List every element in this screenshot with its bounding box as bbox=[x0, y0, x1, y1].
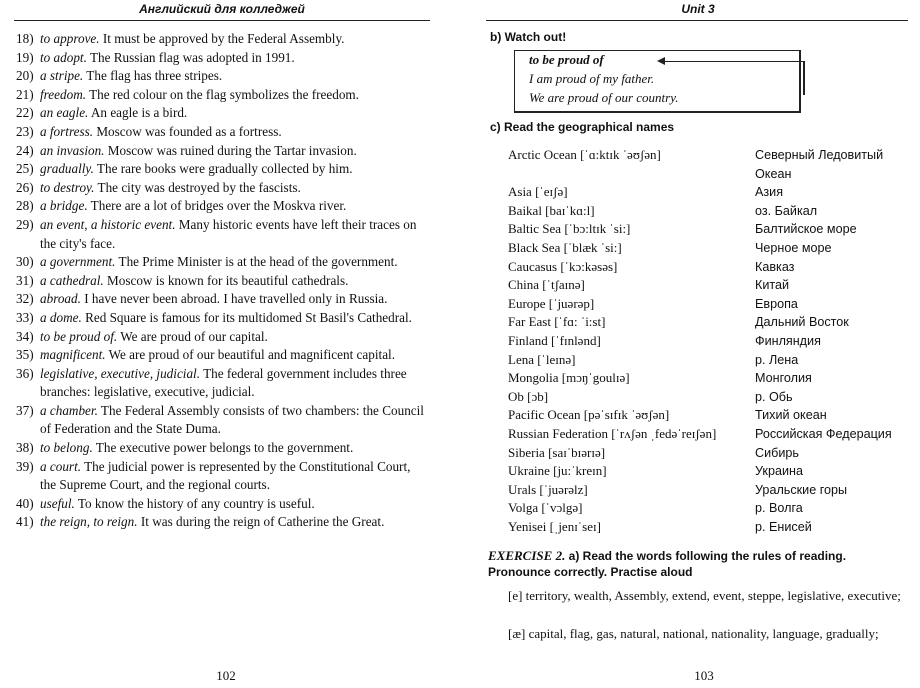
header-rule-right bbox=[486, 20, 908, 21]
geo-name-russian: Кавказ bbox=[755, 259, 795, 274]
vocab-item bbox=[16, 67, 428, 86]
geo-name-english: Ob [ɔb] bbox=[508, 388, 549, 404]
geo-name-russian: Финляндия bbox=[755, 334, 821, 348]
geo-name-russian: Балтийское море bbox=[755, 222, 857, 237]
geo-name-russian: Тихий океан bbox=[755, 408, 827, 423]
vocab-example: The executive power belongs to the government. bbox=[92, 440, 354, 456]
vocab-number: 24) bbox=[16, 142, 34, 158]
geo-name-russian: Монголия bbox=[755, 371, 812, 386]
vocab-example: To know the history of any country is useful. bbox=[74, 495, 315, 511]
geo-name-english: Asia [ˈeɪʃə] bbox=[508, 184, 568, 200]
vocab-term: freedom. bbox=[40, 86, 87, 102]
vocab-item bbox=[16, 30, 428, 49]
vocab-number: 18) bbox=[16, 31, 34, 46]
vocab-example: It was during the reign of Catherine the Great. bbox=[137, 514, 385, 530]
vocab-number: 21) bbox=[16, 86, 34, 102]
vocab-number: 33) bbox=[16, 309, 34, 325]
geo-name-russian: Океан bbox=[755, 166, 792, 181]
vocab-number: 32) bbox=[16, 291, 34, 307]
geo-name-english: Pacific Ocean [pəˈsɪfɪk ˈəʊʃən] bbox=[508, 407, 670, 423]
vocab-number: 36) bbox=[16, 365, 34, 381]
vocab-item bbox=[16, 86, 428, 105]
geo-name-english: Lena [ˈleɪnə] bbox=[508, 351, 576, 367]
vocab-example: The flag has three stripes. bbox=[83, 68, 223, 84]
watch-out-example-1: I am proud of my father. bbox=[529, 71, 655, 86]
vocab-term: useful. bbox=[40, 495, 75, 511]
geo-name-russian: Северный Ледовитый bbox=[755, 148, 884, 162]
vocab-number: 41) bbox=[16, 514, 34, 530]
vocab-example: The judicial power is represented by the Constitutional Court, the Supreme Court, and the regional courts. bbox=[40, 458, 411, 493]
geo-name-english: Caucasus [ˈkɔ:kəsəs] bbox=[508, 258, 618, 274]
geo-name-english: Mongolia [mɔŋˈgoulɪə] bbox=[508, 370, 630, 386]
vocab-item bbox=[16, 439, 428, 458]
vocab-item bbox=[16, 104, 428, 123]
exercise-instruction: a) Read the words following the rules of reading. Pronounce correctly. Practise aloud bbox=[488, 549, 847, 579]
exercise-title bbox=[488, 548, 906, 580]
geo-name-russian: Китай bbox=[755, 278, 790, 293]
geo-name-english: Baltic Sea [ˈbɔ:ltɪk ˈsi:] bbox=[508, 221, 631, 237]
watch-out-phrase: to be proud of bbox=[529, 52, 604, 67]
geo-name-russian: Черное море bbox=[755, 241, 832, 255]
vocab-term: to destroy. bbox=[40, 179, 95, 195]
vocab-item bbox=[16, 402, 428, 439]
vocab-item bbox=[16, 49, 428, 68]
vocab-term: a cathedral. bbox=[40, 272, 104, 288]
vocab-term: to belong. bbox=[40, 440, 93, 456]
vocab-term: a dome. bbox=[40, 309, 82, 325]
vocab-term: to be proud of. bbox=[40, 328, 118, 344]
vocab-item bbox=[16, 346, 428, 365]
reading-row-e: [e] territory, wealth, Assembly, extend, event, steppe, legislative, executive; bbox=[508, 588, 901, 603]
geo-name-english: Russian Federation [ˈrʌʃən ˌfedəˈreɪʃən] bbox=[508, 426, 717, 441]
geo-name-russian: р. Лена bbox=[755, 352, 799, 367]
vocab-term: a fortress. bbox=[40, 123, 94, 139]
geo-name-english: Volga [ˈvɔlgə] bbox=[508, 500, 583, 516]
vocab-item bbox=[16, 142, 428, 161]
vocab-number: 25) bbox=[16, 161, 34, 177]
arrow-icon bbox=[663, 61, 803, 62]
vocab-example: We are proud of our capital. bbox=[117, 328, 268, 344]
vocab-example: I have never been abroad. I have travelled only in Russia. bbox=[80, 291, 388, 307]
vocab-item bbox=[16, 179, 428, 198]
vocab-item bbox=[16, 513, 428, 532]
vocab-term: an event, a historic event. bbox=[40, 216, 176, 232]
vocab-item bbox=[16, 290, 428, 309]
vocab-example: Red Square is famous for its multidomed St Basil's Cathedral. bbox=[81, 309, 412, 325]
vocab-example: The rare books were gradually collected by him. bbox=[93, 161, 353, 177]
geo-name-english: Arctic Ocean [ˈɑ:ktɪk ˈəʊʃən] bbox=[508, 147, 661, 162]
vocab-number: 30) bbox=[16, 254, 34, 270]
vocab-number: 39) bbox=[16, 458, 34, 474]
header-rule-left bbox=[14, 20, 430, 21]
geo-name-english: Black Sea [ˈblæk ˈsi:] bbox=[508, 240, 622, 255]
vocab-example: The federal government includes three branches: legislative, executive, judicial. bbox=[40, 365, 407, 400]
vocab-term: a bridge. bbox=[40, 198, 88, 214]
exercise-label: EXERCISE 2. bbox=[488, 548, 566, 563]
vocab-number: 29) bbox=[16, 216, 34, 232]
geo-names-title: c) Read the geographical names bbox=[490, 120, 675, 134]
geo-name-russian: р. Обь bbox=[755, 389, 793, 404]
geo-name-russian: оз. Байкал bbox=[755, 203, 818, 218]
reading-row-ae: [æ] capital, flag, gas, natural, national, nationality, language, gradually; bbox=[508, 626, 879, 641]
geo-name-russian: Азия bbox=[755, 185, 784, 200]
vocab-term: the reign, to reign. bbox=[40, 514, 138, 530]
right-page bbox=[472, 0, 920, 688]
vocab-item bbox=[16, 309, 428, 328]
page-number-right: 103 bbox=[694, 668, 714, 683]
geo-name-english: Finland [ˈfɪnlənd] bbox=[508, 333, 601, 348]
vocab-number: 20) bbox=[16, 68, 34, 84]
vocab-number: 35) bbox=[16, 347, 34, 363]
vocab-item bbox=[16, 123, 428, 142]
watch-out-title: b) Watch out! bbox=[490, 30, 567, 44]
geo-name-english: Far East [ˈfɑ: ˈi:st] bbox=[508, 314, 606, 330]
vocab-example: The city was destroyed by the fascists. bbox=[94, 179, 301, 195]
vocab-item bbox=[16, 253, 428, 272]
watch-out-box bbox=[514, 50, 801, 113]
geo-name-english: Siberia [saɪˈbɪərɪə] bbox=[508, 444, 606, 460]
geo-name-english: China [ˈtʃaɪnə] bbox=[508, 277, 585, 293]
geo-name-russian: Российская Федерация bbox=[755, 427, 892, 441]
vocab-term: an invasion. bbox=[40, 142, 105, 158]
vocab-number: 38) bbox=[16, 440, 34, 456]
vocab-item bbox=[16, 272, 428, 291]
geo-name-english: Urals [ˈjuərəlz] bbox=[508, 481, 588, 497]
vocab-item bbox=[16, 328, 428, 347]
vocab-number: 22) bbox=[16, 105, 34, 121]
vocab-example: The Federal Assembly consists of two chambers: the Council of Federation and the State Duma. bbox=[40, 402, 424, 437]
vocab-example: Moscow was founded as a fortress. bbox=[93, 123, 282, 139]
vocab-number: 31) bbox=[16, 272, 34, 288]
vocab-example: Moscow is known for its beautiful cathedrals. bbox=[103, 272, 349, 288]
vocab-number: 26) bbox=[16, 179, 34, 195]
geo-name-russian: р. Енисей bbox=[755, 520, 812, 534]
vocab-example: We are proud of our beautiful and magnificent capital. bbox=[105, 347, 396, 363]
running-header-right: Unit 3 bbox=[681, 2, 715, 16]
vocab-example: Moscow was ruined during the Tartar invasion. bbox=[104, 142, 357, 158]
vocab-item bbox=[16, 197, 428, 216]
vocab-term: a government. bbox=[40, 254, 116, 270]
geo-name-english: Europe [ˈjuərəp] bbox=[508, 295, 595, 311]
page-number-left: 102 bbox=[216, 668, 236, 683]
geo-name-english: Baikal [baɪˈkɑ:l] bbox=[508, 202, 595, 218]
vocab-example: The Prime Minister is at the head of the government. bbox=[115, 254, 398, 270]
geo-name-english: Yenisei [ˌjenɪˈseɪ] bbox=[508, 519, 601, 534]
vocab-item bbox=[16, 160, 428, 179]
vocab-number: 37) bbox=[16, 402, 34, 418]
vocab-term: gradually. bbox=[40, 161, 94, 177]
vocab-example: The red colour on the flag symbolizes the freedom. bbox=[86, 86, 359, 102]
geo-name-russian: Дальний Восток bbox=[755, 315, 849, 330]
geo-name-russian: р. Волга bbox=[755, 501, 803, 516]
watch-out-example-2: We are proud of our country. bbox=[529, 90, 679, 105]
vocab-number: 19) bbox=[16, 49, 34, 65]
running-header-left: Английский для колледжей bbox=[139, 2, 305, 16]
vocab-item bbox=[16, 458, 428, 495]
vocab-item bbox=[16, 365, 428, 402]
vocab-item bbox=[16, 216, 428, 253]
vocab-example: An eagle is a bird. bbox=[88, 105, 188, 121]
vocab-number: 28) bbox=[16, 198, 34, 214]
vocab-number: 23) bbox=[16, 123, 34, 139]
vocab-number: 34) bbox=[16, 328, 34, 344]
vocab-example: Many historic events have left their traces on the city's face. bbox=[40, 216, 417, 251]
vocab-term: to adopt. bbox=[40, 49, 87, 65]
geo-name-russian: Уральские горы bbox=[755, 482, 848, 497]
vocab-term: to approve. bbox=[40, 31, 100, 46]
vocab-term: a court. bbox=[40, 458, 82, 474]
geo-name-russian: Сибирь bbox=[755, 445, 799, 460]
vocab-number: 40) bbox=[16, 495, 34, 511]
vocabulary-list bbox=[16, 30, 428, 532]
geo-name-russian: Украина bbox=[755, 464, 803, 479]
geo-name-russian: Европа bbox=[755, 296, 798, 311]
vocab-example: The Russian flag was adopted in 1991. bbox=[86, 49, 295, 65]
vocab-term: magnificent. bbox=[40, 347, 106, 363]
vocab-example: There are a lot of bridges over the Moskva river. bbox=[87, 198, 347, 214]
vocab-term: legislative, executive, judicial. bbox=[40, 365, 201, 381]
geo-name-english: Ukraine [ju:ˈkreɪn] bbox=[508, 463, 607, 479]
vocab-term: an eagle. bbox=[40, 105, 89, 121]
vocab-term: abroad. bbox=[40, 291, 81, 307]
vocab-term: a chamber. bbox=[40, 402, 98, 418]
left-page bbox=[0, 0, 452, 688]
vocab-item bbox=[16, 495, 428, 514]
vocab-example: It must be approved by the Federal Assembly. bbox=[99, 31, 345, 46]
vocab-term: a stripe. bbox=[40, 68, 84, 84]
